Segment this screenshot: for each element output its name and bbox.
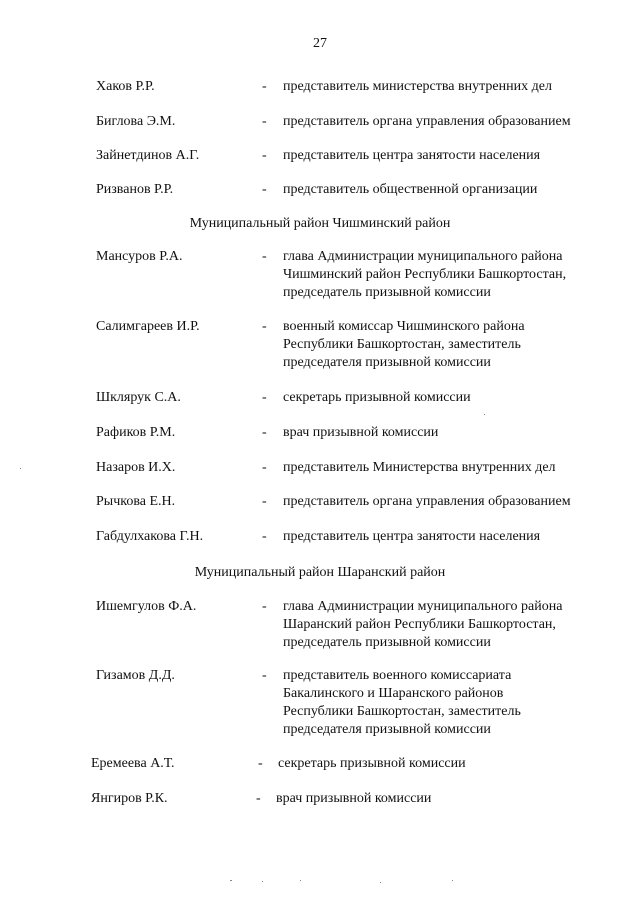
member-name: Назаров И.Х. [96,460,176,475]
dash-separator: - [262,319,267,334]
dash-separator: - [262,249,267,264]
dash-separator: - [262,390,267,405]
member-name: Шклярук С.А. [96,390,181,405]
dash-separator: - [262,668,267,683]
page-number: 27 [313,36,327,51]
section-title-sharan: Муниципальный район Шаранский район [194,565,446,580]
scan-speck [262,881,263,882]
scan-speck [484,414,485,415]
dash-separator: - [256,791,261,806]
member-role: представитель Министерства внутренних дел [283,460,556,475]
dash-separator: - [262,148,267,163]
member-role: представитель общественной организации [283,182,538,197]
section-title-chishmy: Муниципальный район Чишминский район [189,216,451,231]
dash-separator: - [258,756,263,771]
scan-speck [20,468,21,469]
dash-separator: - [262,425,267,440]
member-role: представитель министерства внутренних дел [283,79,552,94]
member-role: представитель органа управления образованием [283,114,571,129]
member-name: Ишемгулов Ф.А. [96,599,197,614]
dash-separator: - [262,182,267,197]
member-name: Рычкова Е.Н. [96,494,176,509]
member-name: Салимгареев И.Р. [96,319,200,334]
member-role: врач призывной комиссии [283,425,439,440]
scan-speck [230,880,232,881]
dash-separator: - [262,460,267,475]
member-name: Биглова Э.М. [96,114,176,129]
member-name: Габдулхакова Г.Н. [96,529,204,544]
member-name: Ризванов Р.Р. [96,182,174,197]
member-name: Еремеева А.Т. [91,756,175,771]
member-name: Мансуров Р.А. [96,249,183,264]
member-name: Янгиров Р.К. [91,791,168,806]
dash-separator: - [262,529,267,544]
member-role: военный комиссар Чишминского района Республики Башкортостан, заместитель председателя призывной комиссии [283,319,525,370]
member-name: Хаков Р.Р. [96,79,155,94]
member-role: секретарь призывной комиссии [283,390,471,405]
member-role: представитель центра занятости населения [283,148,541,163]
dash-separator: - [262,79,267,94]
dash-separator: - [262,114,267,129]
member-name: Гизамов Д.Д. [96,668,175,683]
member-role: глава Администрации муниципального района Шаранский район Республики Башкортостан, председатель призывной комиссии [283,599,563,650]
scan-speck [452,880,453,881]
member-role: секретарь призывной комиссии [278,756,466,771]
member-role: представитель органа управления образованием [283,494,571,509]
member-role: представитель военного комиссариата Бакалинского и Шаранского районов Республики Башкортостан, заместитель председателя призывной комиссии [283,668,521,737]
member-role: представитель центра занятости населения [283,529,541,544]
dash-separator: - [262,494,267,509]
member-name: Зайнетдинов А.Г. [96,148,200,163]
member-name: Рафиков Р.М. [96,425,176,440]
scan-speck [380,882,381,883]
dash-separator: - [262,599,267,614]
scan-speck [300,880,301,881]
member-role: глава Администрации муниципального района Чишминский район Республики Башкортостан, председатель призывной комиссии [283,249,567,300]
member-role: врач призывной комиссии [276,791,432,806]
